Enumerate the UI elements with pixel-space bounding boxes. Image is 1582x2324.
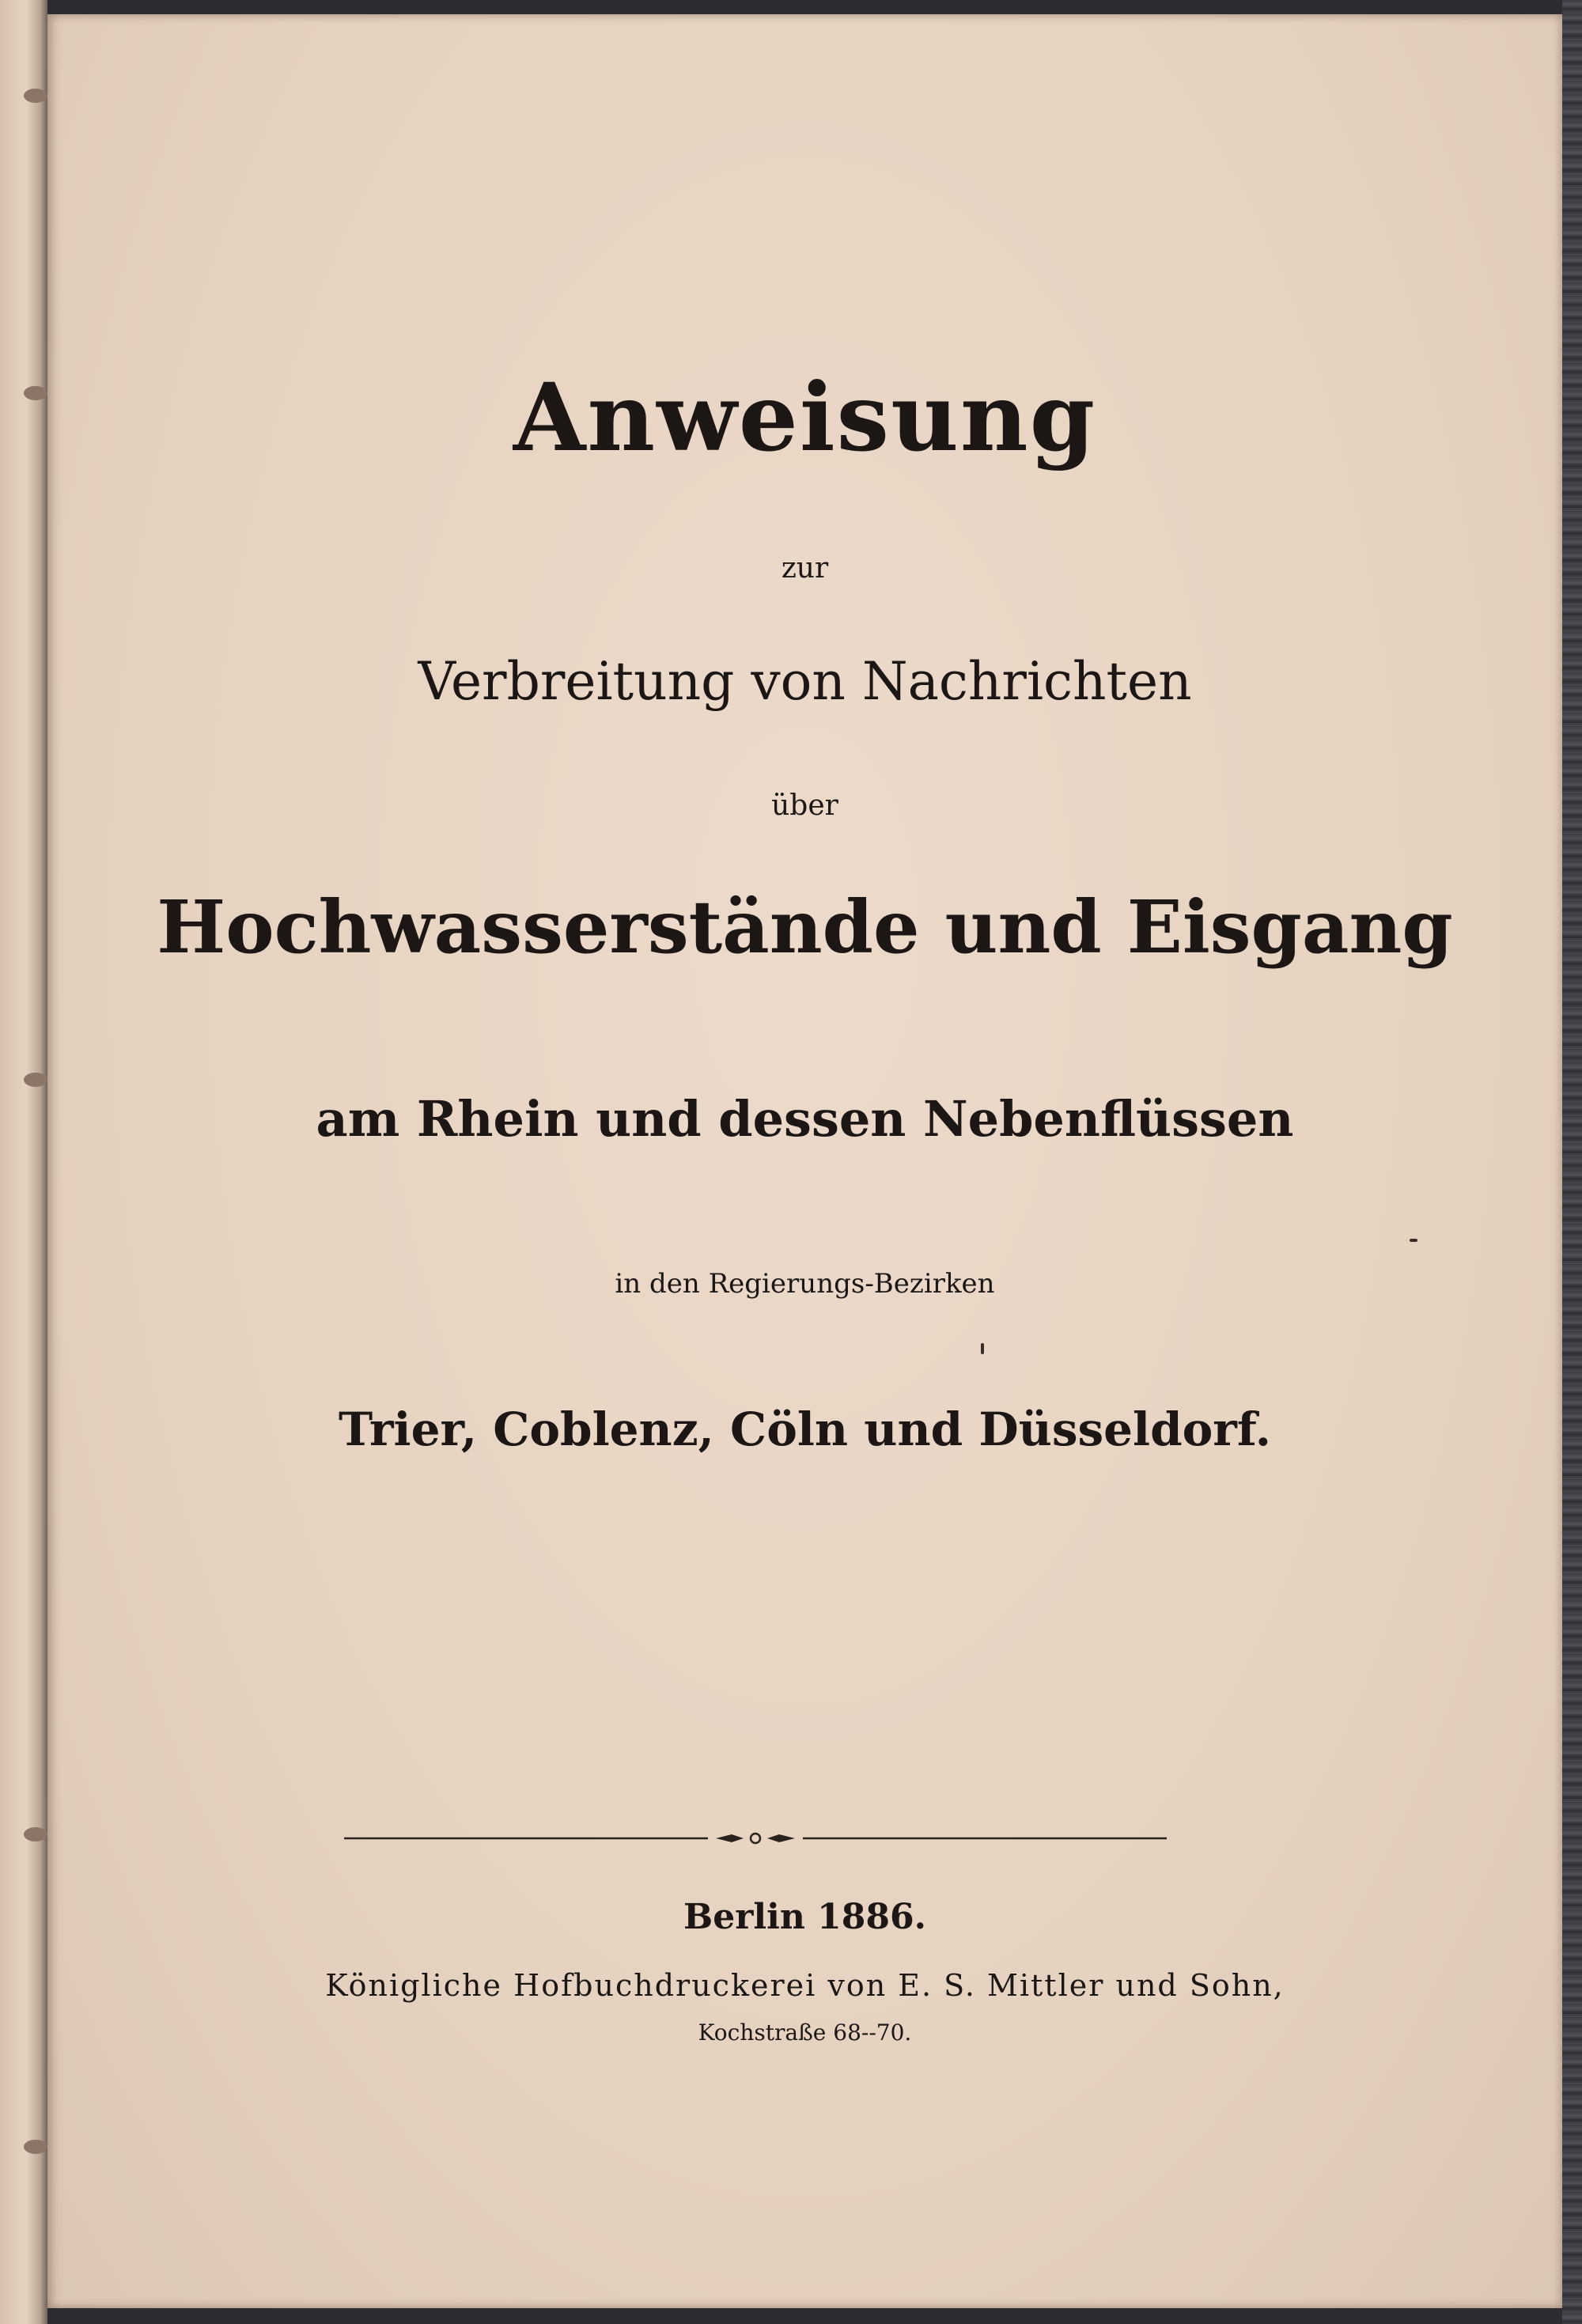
- district-list: Trier, Coblenz, Cöln und Düsseldorf.: [339, 1402, 1271, 1456]
- previous-page-edge: [0, 0, 47, 2324]
- publication-place-year: Berlin 1886.: [683, 1897, 926, 1937]
- binding-stitch-icon: [24, 386, 47, 400]
- printer-address: Kochstraße 68--70.: [698, 2019, 912, 2046]
- paper-speck: [981, 1343, 984, 1354]
- connector-text: über: [771, 789, 838, 822]
- page-title: Anweisung: [513, 362, 1097, 472]
- subtitle-line: Verbreitung von Nachrichten: [418, 651, 1192, 712]
- binding-stitch-icon: [24, 89, 47, 103]
- subtitle-line: Hochwasserstände und Eisgang: [157, 884, 1453, 970]
- binding-stitch-icon: [24, 1827, 47, 1841]
- binding-stitch-icon: [24, 2140, 47, 2154]
- binding-stitch-icon: [24, 1073, 47, 1087]
- connector-text: zur: [781, 552, 829, 585]
- paper-speck: [1410, 1239, 1417, 1242]
- title-page: [47, 14, 1562, 2308]
- printer-name: Königliche Hofbuchdruckerei von E. S. Mittler und Sohn,: [325, 1968, 1285, 2003]
- subtitle-line: am Rhein und dessen Nebenflüssen: [316, 1090, 1294, 1148]
- ornament-rule-icon: [344, 1830, 1167, 1846]
- region-intro: in den Regierungs-Bezirken: [615, 1268, 995, 1300]
- book-cover-edge: [1562, 0, 1582, 2324]
